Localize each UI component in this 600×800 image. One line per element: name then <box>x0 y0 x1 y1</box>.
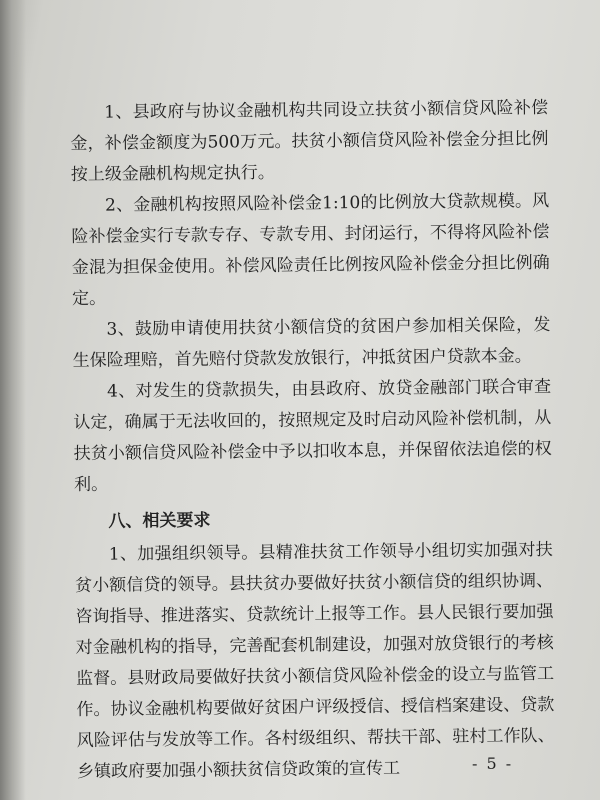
paragraph-2: 2、金融机构按照风险补偿金1:10的比例放大贷款规模。风险补偿金实行专款专存、专款专用、封闭运行，不得将风险补偿金混为担保金使用。补偿风险责任比例按风险补偿金分担比例确定。 <box>71 190 550 309</box>
page-number: - 5 - <box>472 754 514 773</box>
section-paragraph-1: 1、加强组织领导。县精准扶贫工作领导小组切实加强对扶贫小额信贷的领导。县扶贫办要做好扶贫小额信贷的组织协调、咨询指导、推进落实、贷款统计上报等工作。县人民银行要加强对金融机构的指导，完善配套机制建设，加强对放贷银行的考核监督。县财政局要做好扶贫小额信贷风险补偿金的设立与监管工作。协议金融机构要做好贫困户评级授信、授信档案建设、贷款风险评估与发放等工作。各村级组织、帮扶干部、驻村工作队、乡镇政府要加强小额扶贫信贷政策的宣传工 <box>75 539 555 782</box>
paragraph-1: 1、县政府与协议金融机构共同设立扶贫小额信贷风险补偿金，补偿金额度为500万元。扶贫小额信贷风险补偿金分担比例按上级金融机构规定执行。 <box>70 97 549 185</box>
binding-shadow <box>0 0 26 800</box>
document-body <box>70 93 555 788</box>
paragraph-4: 4、对发生的贷款损失，由县政府、放贷金融部门联合审查认定，确属于无法收回的，按照规定及时启动风险补偿机制，从扶贫小额信贷风险补偿金中予以扣收本息，并保留依法追偿的权利。 <box>73 376 552 495</box>
paragraph-3: 3、鼓励申请使用扶贫小额信贷的贫困户参加相关保险，发生保险理赔，首先赔付贷款发放银行，冲抵贫困户贷款本金。 <box>72 314 551 371</box>
section-heading: 八、相关要求 <box>108 510 211 532</box>
